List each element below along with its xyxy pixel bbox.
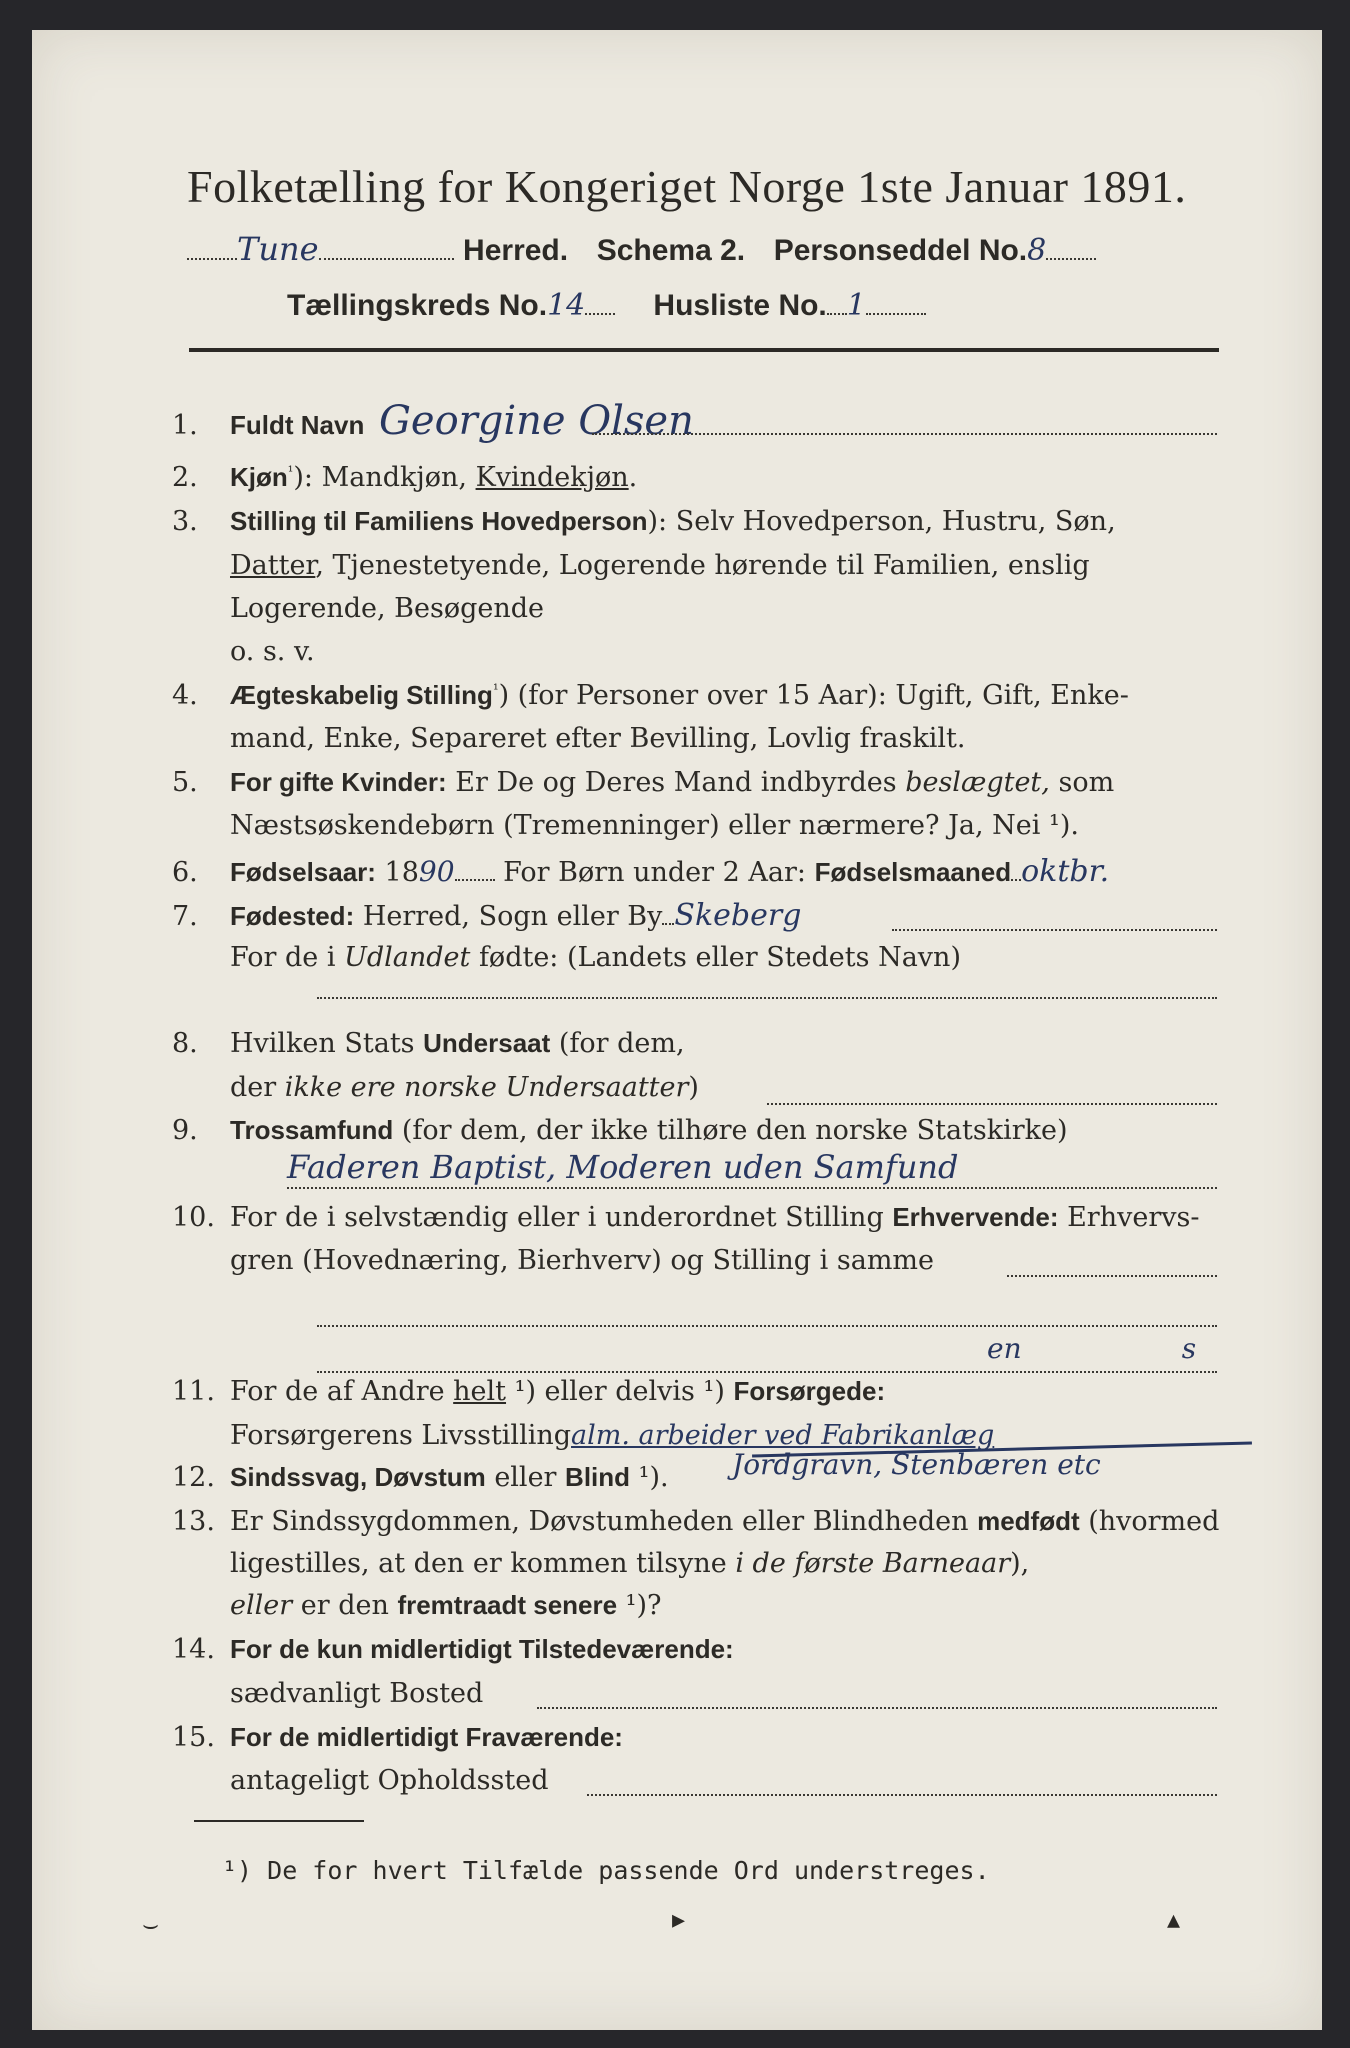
- question-10: [172, 1202, 1199, 1233]
- item-number: 9.: [172, 1115, 198, 1146]
- options-text: (hvormed: [1079, 1506, 1220, 1537]
- selected-option: Kvindekjøn: [475, 462, 629, 493]
- question-3: [172, 506, 1116, 537]
- question-3-line-3: Logerende, Besøgende: [230, 593, 544, 624]
- question-label: Undersaat: [423, 1028, 551, 1058]
- question-15-line-2: [230, 1765, 549, 1796]
- question-1: [172, 398, 694, 444]
- question-2: [172, 462, 637, 493]
- options-text: Er De og Deres Mand indbyrdes: [446, 767, 906, 798]
- herred-label: Herred.: [463, 234, 569, 267]
- birthplace-answer: Skeberg: [674, 898, 802, 933]
- options-text: fødte: (Landets eller Stedets Navn): [470, 942, 961, 973]
- item-number: 12.: [172, 1462, 215, 1493]
- answer-line: [287, 1186, 1217, 1189]
- item-number: 13.: [172, 1506, 215, 1537]
- options-text: beslægtet,: [905, 767, 1050, 798]
- question-8: [172, 1028, 685, 1059]
- ink-blot: ▴: [1167, 1905, 1181, 1935]
- name-answer: Georgine Olsen: [378, 398, 694, 444]
- item-number: 1.: [172, 410, 198, 441]
- selected-option: Datter: [230, 550, 316, 581]
- options-text: ikke ere norske Undersaatter: [284, 1072, 689, 1103]
- schema-label: Schema 2.: [596, 234, 746, 267]
- answer-line: [592, 432, 1217, 435]
- options-text: ),: [1010, 1548, 1030, 1579]
- question-7: [172, 898, 801, 933]
- answer-line: [537, 1706, 1217, 1709]
- question-15: [172, 1722, 623, 1753]
- options-text: eller: [485, 1462, 566, 1493]
- herred-value: Tune: [237, 230, 319, 268]
- question-label: For de kun midlertidigt Tilstedeværende:: [230, 1634, 734, 1664]
- options-text: For de af Andre: [230, 1376, 454, 1407]
- tellingskreds-label: Tællingskreds No.: [287, 289, 548, 322]
- options-text: (for dem,: [550, 1028, 685, 1059]
- options-text: er den: [292, 1590, 398, 1621]
- item-number: 6.: [172, 857, 198, 888]
- question-7-line-2: [230, 942, 961, 973]
- options-text: (for dem, der ikke tilhøre den norske Statskirke): [393, 1115, 1068, 1146]
- question-label: Fødselsmaaned: [814, 857, 1012, 887]
- question-9: [172, 1115, 1068, 1146]
- question-label: Fuldt Navn: [230, 410, 365, 440]
- item-number: 2.: [172, 462, 198, 493]
- options-text: .: [628, 462, 638, 493]
- census-form-page: [32, 30, 1322, 2030]
- question-13-line-3: [230, 1590, 662, 1621]
- question-label: Fødselsaar:: [230, 857, 376, 887]
- options-text: For de i: [230, 942, 345, 973]
- question-12: [172, 1462, 669, 1493]
- question-label: Forsørgede:: [733, 1376, 886, 1406]
- provider-answer: alm. arbeider ved Fabrikanlæg: [571, 1420, 995, 1451]
- item-number: 7.: [172, 901, 198, 932]
- options-text: eller: [230, 1590, 293, 1621]
- husliste-value: 1: [846, 288, 866, 323]
- question-5: [172, 767, 1114, 798]
- options-text: Udlandet: [344, 942, 471, 973]
- question-11-line-2: [230, 1420, 994, 1451]
- provider-answer-note: en s: [987, 1332, 1197, 1365]
- question-8-line-2: [230, 1072, 699, 1103]
- item-number: 11.: [172, 1376, 215, 1407]
- question-4: 4. Ægteskabelig Stilling$^{^1}$) (for Personer over 15 Aar): Ugift, Gift, Enke-: [172, 680, 1129, 711]
- question-label: Trossamfund: [230, 1115, 394, 1145]
- question-label: Blind: [565, 1462, 631, 1492]
- religion-answer: Faderen Baptist, Moderen uden Samfund: [287, 1148, 959, 1186]
- options-text: gren (Hovednæring, Bierhverv) og Stilling i samme: [230, 1245, 935, 1276]
- answer-line: [317, 1324, 1217, 1327]
- options-text: sædvanligt Bosted: [230, 1678, 484, 1709]
- question-5-line-2: Næstsøskendebørn (Tremenninger) eller nærmere? Ja, Nei ¹).: [230, 810, 1079, 841]
- question-3-line-2: [230, 550, 1090, 581]
- item-number: 10.: [172, 1202, 215, 1233]
- personseddel-value: 8: [1027, 233, 1047, 268]
- herred-line: [187, 230, 1096, 268]
- options-text: ¹).: [630, 1462, 669, 1493]
- options-text: ): [688, 1072, 699, 1103]
- year-prefix: 18: [384, 857, 419, 888]
- item-number: 5.: [172, 767, 198, 798]
- provider-answer-line-2: Jordgravn, Stenbæren etc: [732, 1448, 1101, 1481]
- selected-option: helt: [453, 1376, 507, 1407]
- question-label: For de midlertidigt Fraværende:: [230, 1722, 623, 1752]
- question-label: fremtraadt senere: [397, 1590, 618, 1620]
- answer-line: [587, 1793, 1217, 1796]
- question-label: Sindssvag, Døvstum: [230, 1462, 486, 1492]
- question-label: Erhvervende:: [892, 1202, 1059, 1232]
- answer-line: [317, 996, 1217, 999]
- options-text: ¹) eller delvis ¹): [506, 1376, 734, 1407]
- question-10-line-2: [230, 1245, 934, 1276]
- options-text: ) (for Personer over 15 Aar): Ugift, Gift, Enke-: [498, 680, 1129, 711]
- question-14: [172, 1634, 734, 1665]
- question-4-line-2: mand, Enke, Separeret efter Bevilling, Lovlig fraskilt.: [230, 723, 966, 754]
- options-text: Er Sindssygdommen, Døvstumheden eller Blindheden: [230, 1506, 978, 1537]
- options-text: For de i selvstændig eller i underordnet Stilling: [230, 1202, 893, 1233]
- husliste-label: Husliste No.: [653, 289, 827, 322]
- birth-month-answer: oktbr.: [1021, 854, 1110, 889]
- tellingskreds-line: [287, 288, 926, 323]
- question-label: medfødt: [977, 1506, 1080, 1536]
- question-label: Ægteskabelig Stilling: [230, 680, 493, 710]
- header-divider: [189, 348, 1219, 352]
- options-text: Hvilken Stats: [230, 1028, 424, 1059]
- question-14-line-2: [230, 1678, 483, 1709]
- options-text: ): Selv Hovedperson, Hustru, Søn,: [647, 506, 1116, 537]
- options-text: ligestilles, at den er kommen tilsyne: [230, 1548, 736, 1579]
- ink-blot: ⌣: [142, 1910, 160, 1940]
- question-13-line-2: [230, 1548, 1029, 1579]
- item-number: 14.: [172, 1634, 215, 1665]
- tellingskreds-value: 14: [547, 288, 586, 323]
- item-number: 8.: [172, 1028, 198, 1059]
- answer-line: [892, 928, 1217, 931]
- options-text: ): Mandkjøn,: [293, 462, 476, 493]
- footnote-divider: [194, 1820, 364, 1822]
- footnote-mark: ¹: [287, 464, 294, 480]
- options-text: ¹)?: [617, 1590, 662, 1621]
- options-text: Erhvervs-: [1058, 1202, 1200, 1233]
- options-text: i de første Barneaar: [735, 1548, 1011, 1579]
- item-number: 4.: [172, 680, 198, 711]
- answer-line: [1007, 1274, 1217, 1277]
- item-number: 15.: [172, 1722, 215, 1753]
- birth-year-answer: 90: [418, 855, 455, 888]
- item-number: 3.: [172, 506, 198, 537]
- form-title: Folketælling for Kongeriget Norge 1ste Januar 1891.: [187, 161, 1187, 212]
- footnote: ¹) De for hvert Tilfælde passende Ord understreges.: [222, 1856, 990, 1885]
- question-6: [172, 854, 1109, 889]
- options-text: som: [1049, 767, 1115, 798]
- personseddel-label: Personseddel No.: [773, 234, 1028, 267]
- options-text: der: [230, 1072, 285, 1103]
- question-label: For gifte Kvinder:: [230, 767, 447, 797]
- options-text: antageligt Opholdssted: [230, 1765, 549, 1796]
- answer-line: [767, 1102, 1217, 1105]
- question-label: Stilling til Familiens Hovedperson: [230, 506, 648, 536]
- question-3-line-4: o. s. v.: [230, 636, 315, 667]
- question-13: [172, 1506, 1219, 1537]
- question-label: Kjøn: [230, 462, 288, 492]
- options-text: Herred, Sogn eller By: [354, 901, 663, 932]
- ink-blot: ▸: [672, 1905, 686, 1935]
- options-text: For Børn under 2 Aar:: [494, 857, 815, 888]
- options-text: Forsørgerens Livsstilling: [230, 1420, 572, 1451]
- question-11: [172, 1376, 885, 1407]
- options-text: , Tjenestetyende, Logerende hørende til Familien, enslig: [315, 550, 1090, 581]
- question-label: Fødested:: [230, 901, 355, 931]
- answer-line: [317, 1370, 1217, 1373]
